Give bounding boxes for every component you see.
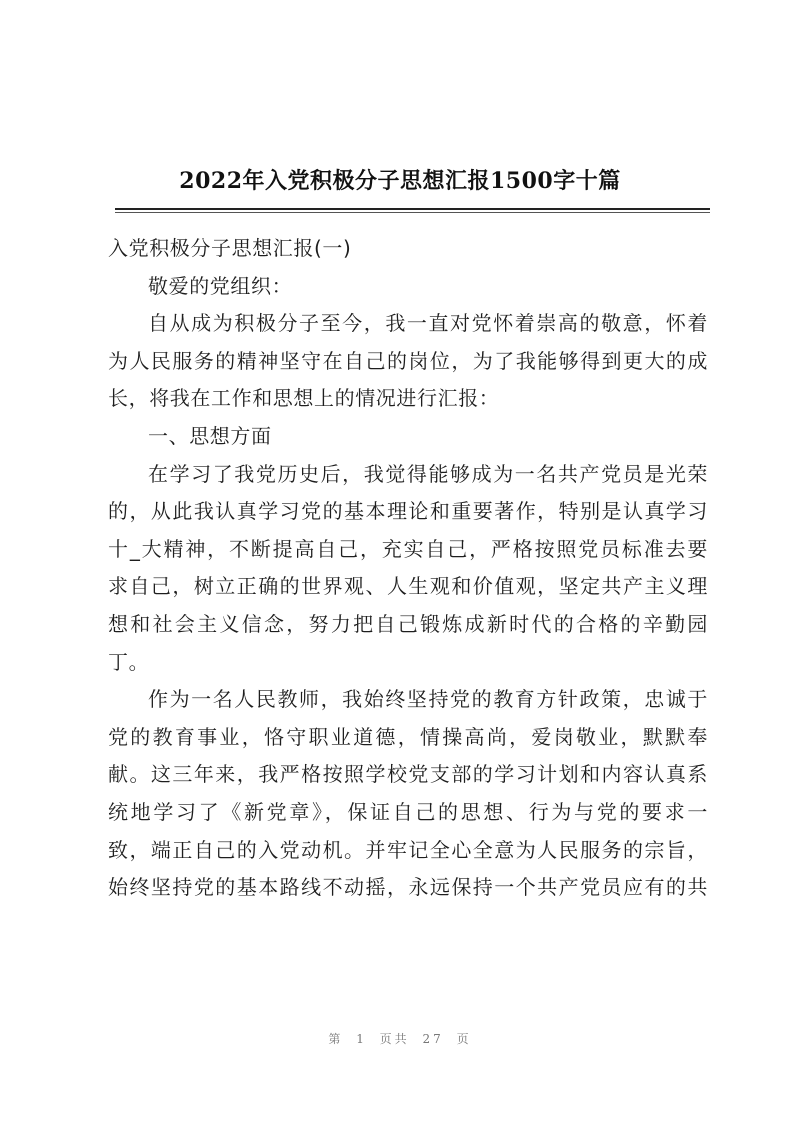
paragraph-line: 自从成为积极分子至今，我一直对党怀着崇高的敬意，怀着: [148, 311, 708, 336]
salutation: 敬爱的党组织：: [148, 273, 293, 298]
paragraph-line: 作为一名人民教师，我始终坚持党的教育方针政策，忠诚于: [148, 687, 708, 712]
paragraph-line: 想和社会主义信念，努力把自己锻炼成新时代的合格的辛勤园: [108, 611, 708, 636]
document-title: 2022年入党积极分子思想汇报1500字十篇: [179, 168, 621, 194]
subsection-heading: 一、思想方面: [148, 423, 272, 448]
paragraph-line: 始终坚持党的基本路线不动摇，永远保持一个共产党员应有的共: [108, 875, 708, 900]
paragraph-line: 十_大精神，不断提高自己，充实自己，严格按照党员标准去要: [108, 536, 708, 561]
paragraph-line: 求自己，树立正确的世界观、人生观和价值观，坚定共产主义理: [108, 574, 708, 599]
section-heading: 入党积极分子思想汇报(一): [108, 236, 352, 260]
paragraph-line: 献。这三年来，我严格按照学校党支部的学习计划和内容认真系: [108, 762, 708, 787]
paragraph-line: 致，端正自己的入党动机。并牢记全心全意为人民服务的宗旨，: [108, 837, 708, 862]
paragraph-line: 的，从此我认真学习党的基本理论和重要著作，特别是认真学习: [108, 499, 708, 524]
paragraph-line: 统地学习了《新党章》，保证自己的思想、行为与党的要求一: [108, 799, 708, 824]
title-divider-thick: [115, 208, 710, 210]
paragraph-line: 长，将我在工作和思想上的情况进行汇报：: [108, 386, 500, 411]
page-number-footer: 第 1 页共 27 页: [328, 1032, 472, 1046]
paragraph-line: 在学习了我党历史后，我觉得能够成为一名共产党员是光荣: [148, 461, 708, 486]
document-body: [108, 230, 708, 907]
title-divider-thin: [115, 212, 710, 213]
paragraph-line: 党的教育事业，恪守职业道德，情操高尚，爱岗敬业，默默奉: [108, 724, 708, 749]
paragraph-line: 为人民服务的精神坚守在自己的岗位，为了我能够得到更大的成: [108, 348, 708, 373]
paragraph-line: 丁。: [108, 649, 150, 674]
